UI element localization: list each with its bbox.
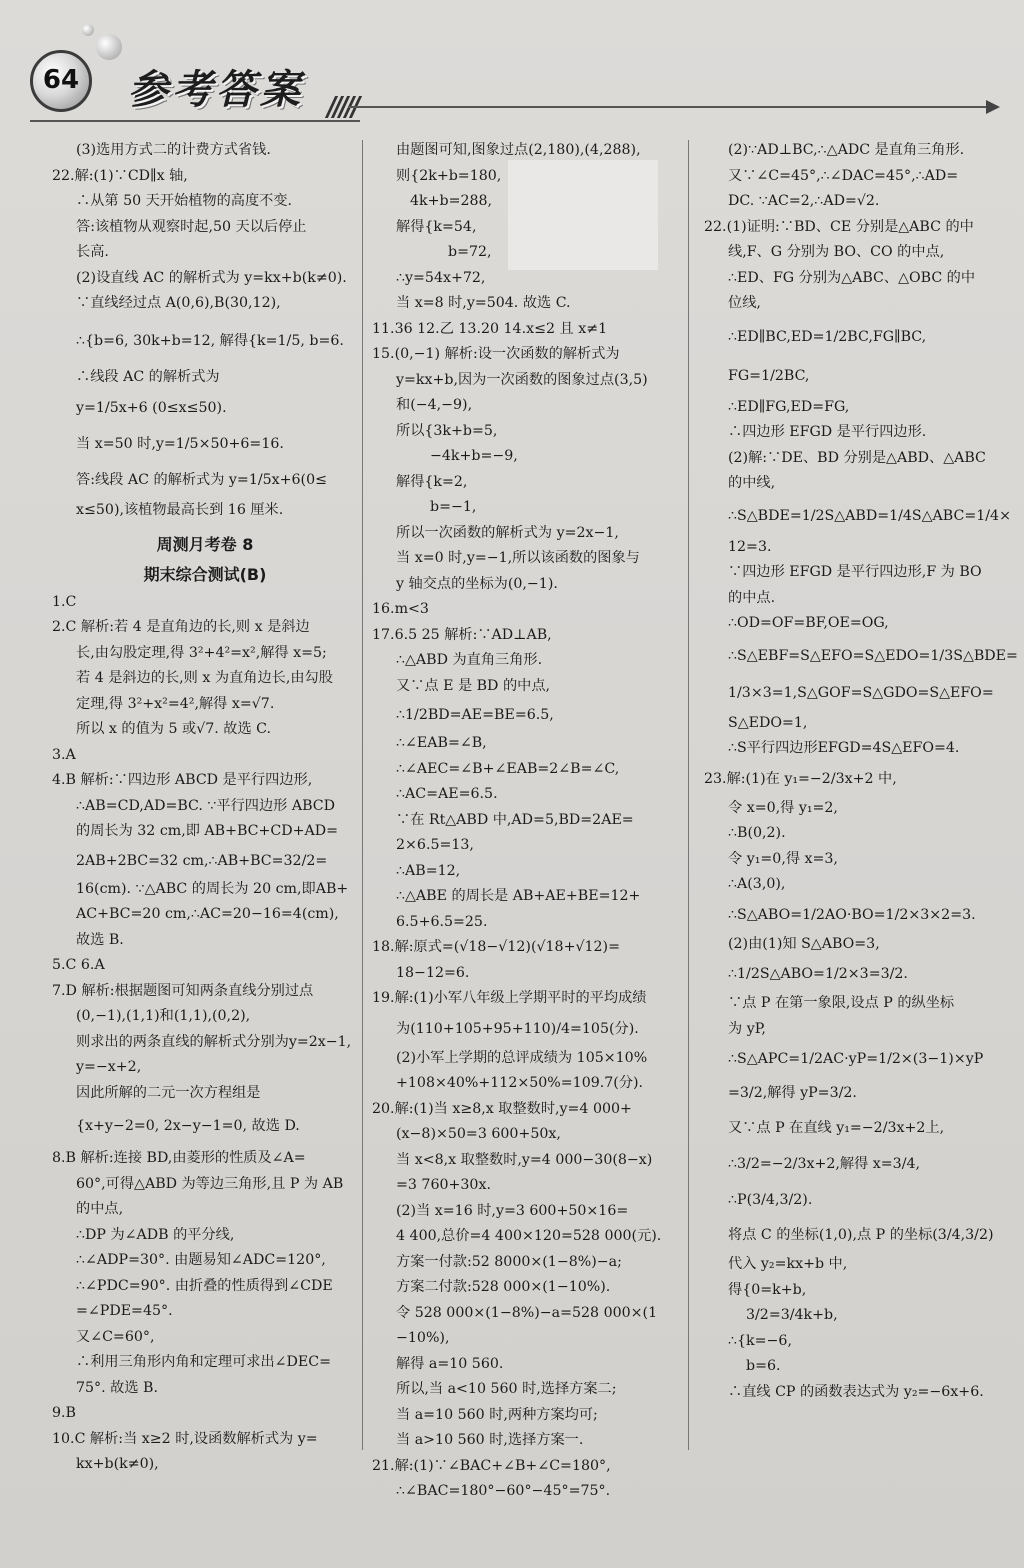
text-line: 当 x<8,x 取整数时,y=4 000−30(8−x) <box>396 1151 653 1168</box>
text-line: 4.B 解析:∵四边形 ABCD 是平行四边形, <box>52 772 313 788</box>
text-line: 12=3. <box>728 538 772 555</box>
text-line: 若 4 是斜边的长,则 x 为直角边长,由勾股 <box>76 670 333 686</box>
text-line: ∴线段 AC 的解析式为 <box>76 368 220 385</box>
text-line: ∴DP 为∠ADB 的平分线, <box>76 1226 235 1243</box>
text-line: ∴∠EAB=∠B, <box>396 735 487 751</box>
page-title: 参考答案 <box>128 67 304 113</box>
text-line: ∴A(3,0), <box>728 876 786 892</box>
text-line: 75°. 故选 B. <box>76 1379 158 1396</box>
text-line: 3/2=3/4k+b, <box>746 1307 838 1323</box>
text-line: ∴y=54x+72, <box>396 269 486 286</box>
text-line: ∴S△ABO=1/2AO·BO=1/2×3×2=3. <box>728 906 976 923</box>
text-line: 当 a>10 560 时,选择方案一. <box>396 1432 584 1448</box>
text-line: 当 x=0 时,y=−1,所以该函数的图象与 <box>396 550 640 566</box>
text-line: ∴1/2S△ABO=1/2×3=3/2. <box>728 966 908 982</box>
text-line: 9.B <box>52 1405 76 1421</box>
text-line: {x+y−2=0, 2x−y−1=0, 故选 D. <box>76 1118 300 1134</box>
text-line: 21.解:(1)∵∠BAC+∠B+∠C=180°, <box>372 1457 611 1474</box>
text-line: 又∠C=60°, <box>76 1328 155 1345</box>
text-line: y=1/5x+6 (0≤x≤50). <box>76 400 227 416</box>
text-line: 所以{3k+b=5, <box>396 422 498 439</box>
text-line: b=6. <box>746 1358 781 1374</box>
text-line: ∴{k=−6, <box>728 1332 792 1349</box>
text-line: 令 x=0,得 y₁=2, <box>728 799 838 816</box>
text-line: ∴AB=CD,AD=BC. ∵平行四边形 ABCD <box>76 797 336 814</box>
text-line: ∴S△EBF=S△EFO=S△EDO=1/3S△BDE= <box>728 647 1018 664</box>
text-line: 代入 y₂=kx+b 中, <box>728 1256 848 1272</box>
text-line: 1.C <box>52 593 77 610</box>
text-line: 则求出的两条直线的解析式分别为y=2x−1, <box>76 1033 352 1050</box>
text-line: ∵直线经过点 A(0,6),B(30,12), <box>76 295 281 311</box>
text-line: ∴从第 50 天开始植物的高度不变. <box>76 193 293 209</box>
text-line: ∵点 P 在第一象限,设点 P 的纵坐标 <box>728 995 955 1011</box>
text-line: ∵四边形 EFGD 是平行四边形,F 为 BO <box>728 564 982 580</box>
text-line: AC+BC=20 cm,∴AC=20−16=4(cm), <box>76 906 339 922</box>
page-header <box>0 0 1024 140</box>
text-line: kx+b(k≠0), <box>76 1456 159 1472</box>
header-rule <box>348 106 988 108</box>
arrow-icon <box>986 100 1000 114</box>
text-line: 8.B 解析:连接 BD,由菱形的性质及∠A= <box>52 1150 306 1166</box>
text-line: ∴∠BAC=180°−60°−45°=75°. <box>396 1483 611 1499</box>
text-line: −10%), <box>396 1330 450 1346</box>
text-line: 方案一付款:52 8000×(1−8%)−a; <box>396 1253 622 1270</box>
text-line: 2×6.5=13, <box>396 837 474 853</box>
text-line: 4k+b=288, <box>410 193 493 209</box>
text-line: 6.5+6.5=25. <box>396 913 488 930</box>
text-line: (x−8)×50=3 600+50x, <box>396 1126 561 1142</box>
text-line: 当 x=50 时,y=1/5×50+6=16. <box>76 436 284 452</box>
text-line: ∴OD=OF=BF,OE=OG, <box>728 615 889 631</box>
text-line: 16.m<3 <box>372 601 429 617</box>
text-line: 20.解:(1)当 x≥8,x 取整数时,y=4 000+ <box>372 1100 632 1117</box>
text-line: 1/3×3=1,S△GOF=S△GDO=S△EFO= <box>728 684 994 701</box>
text-line: 线,F、G 分别为 BO、CO 的中点, <box>728 244 945 260</box>
text-line: 7.D 解析:根据题图可知两条直线分别过点 <box>52 982 314 999</box>
section-heading: 期末综合测试(B) <box>143 564 267 584</box>
text-line: 将点 C 的坐标(1,0),点 P 的坐标(3/4,3/2) <box>728 1227 994 1243</box>
column-divider <box>688 140 689 1450</box>
text-line: 由题图可知,图象过点(2,180),(4,288), <box>396 142 641 158</box>
text-line: ∴利用三角形内角和定理可求出∠DEC= <box>76 1354 331 1370</box>
text-line: ∴1/2BD=AE=BE=6.5, <box>396 707 554 723</box>
text-line: 因此所解的二元一次方程组是 <box>76 1084 261 1101</box>
decor-bubble <box>96 34 122 60</box>
text-line: 17.6.5 25 解析:∵AD⊥AB, <box>372 626 552 643</box>
text-line: ∴△ABD 为直角三角形. <box>396 652 543 668</box>
text-line: =3/2,解得 yP=3/2. <box>728 1085 857 1101</box>
text-line: 11.36 12.乙 13.20 14.x≤2 且 x≠1 <box>372 320 608 337</box>
text-line: (2)设直线 AC 的解析式为 y=kx+b(k≠0). <box>76 269 347 286</box>
text-line: 15.(0,−1) 解析:设一次函数的解析式为 <box>372 346 620 362</box>
text-line: 4 400,总价=4 400×120=528 000(元). <box>396 1228 662 1244</box>
text-line: 则{2k+b=180, <box>396 167 502 184</box>
text-line: 解得{k=54, <box>396 218 477 235</box>
text-line: ∴△ABE 的周长是 AB+AE+BE=12+ <box>396 888 641 904</box>
text-line: ∴直线 CP 的函数表达式为 y₂=−6x+6. <box>728 1383 984 1400</box>
text-line: (2)当 x=16 时,y=3 600+50×16= <box>396 1202 629 1219</box>
decor-stripes <box>330 96 360 122</box>
text-line: ∵在 Rt△ABD 中,AD=5,BD=2AE= <box>396 811 634 828</box>
column-1 <box>52 138 358 1478</box>
text-line: 所以一次函数的解析式为 y=2x−1, <box>396 524 619 541</box>
text-line: (3)选用方式二的计费方式省钱. <box>76 142 271 158</box>
text-line: ∴P(3/4,3/2). <box>728 1192 813 1208</box>
text-line: 为 yP, <box>728 1020 766 1037</box>
text-line: 10.C 解析:当 x≥2 时,设函数解析式为 y= <box>52 1430 318 1447</box>
text-line: (0,−1),(1,1)和(1,1),(0,2), <box>76 1008 251 1024</box>
text-line: 60°,可得△ABD 为等边三角形,且 P 为 AB <box>76 1175 344 1192</box>
text-line: 答:线段 AC 的解析式为 y=1/5x+6(0≤ <box>76 472 328 488</box>
text-line: y=−x+2, <box>76 1059 142 1075</box>
text-line: 故选 B. <box>76 931 124 948</box>
text-line: 22.(1)证明:∵BD、CE 分别是△ABC 的中 <box>704 218 974 235</box>
text-line: ∴AB=12, <box>396 862 461 879</box>
text-line: 令 y₁=0,得 x=3, <box>728 850 838 867</box>
text-line: 长高. <box>76 244 109 260</box>
text-line: FG=1/2BC, <box>728 367 810 384</box>
text-line: ∴ED、FG 分别为△ABC、△OBC 的中 <box>728 269 976 286</box>
column-3 <box>704 138 1018 1405</box>
decor-bubble <box>82 24 94 36</box>
text-line: ∴S平行四边形EFGD=4S△EFO=4. <box>728 740 960 756</box>
text-line: b=−1, <box>430 499 477 515</box>
text-line: ∴AC=AE=6.5. <box>396 786 498 802</box>
header-rule <box>30 120 360 122</box>
text-line: 2.C 解析:若 4 是直角边的长,则 x 是斜边 <box>52 619 310 635</box>
text-line: 又∵点 E 是 BD 的中点, <box>396 677 551 694</box>
text-line: −4k+b=−9, <box>430 448 518 464</box>
text-line: 令 528 000×(1−8%)−a=528 000×(1 <box>396 1304 658 1321</box>
text-line: 长,由勾股定理,得 3²+4²=x²,解得 x=5; <box>76 644 327 661</box>
text-line: ∴四边形 EFGD 是平行四边形. <box>728 424 927 440</box>
text-line: 答:该植物从观察时起,50 天以后停止 <box>76 218 307 235</box>
text-line: 22.解:(1)∵CD∥x 轴, <box>52 167 188 184</box>
text-line: 的中线, <box>728 475 776 491</box>
text-line: 23.解:(1)在 y₁=−2/3x+2 中, <box>704 770 897 787</box>
text-line: y=kx+b,因为一次函数的图象过点(3,5) <box>396 371 648 388</box>
text-line: 当 x=8 时,y=504. 故选 C. <box>396 295 571 311</box>
text-line: 5.C 6.A <box>52 957 105 973</box>
text-line: ∴{b=6, 30k+b=12, 解得{k=1/5, b=6. <box>76 332 344 349</box>
text-line: b=72, <box>448 244 492 260</box>
text-line: +108×40%+112×50%=109.7(分). <box>396 1075 644 1091</box>
text-line: 16(cm). ∵△ABC 的周长为 20 cm,即AB+ <box>76 880 349 897</box>
page-number-badge <box>30 50 92 112</box>
text-line: ∴∠AEC=∠B+∠EAB=2∠B=∠C, <box>396 760 620 777</box>
text-line: 所以,当 a<10 560 时,选择方案二; <box>396 1381 617 1397</box>
text-line: 和(−4,−9), <box>396 397 473 413</box>
text-line: 又∵点 P 在直线 y₁=−2/3x+2上, <box>728 1120 945 1136</box>
text-line: ∴∠ADP=30°. 由题易知∠ADC=120°, <box>76 1252 326 1268</box>
text-line: DC. ∵AC=2,∴AD=√2. <box>728 193 880 209</box>
text-line: ∴ED∥FG,ED=FG, <box>728 398 850 415</box>
text-line: ∴B(0,2). <box>728 825 786 841</box>
text-line: 的周长为 32 cm,即 AB+BC+CD+AD= <box>76 823 339 839</box>
text-line: 定理,得 3²+x²=4²,解得 x=√7. <box>76 695 275 712</box>
text-line: 解得 a=10 560. <box>396 1355 504 1372</box>
text-line: 方案二付款:528 000×(1−10%). <box>396 1279 611 1295</box>
text-line: ∴3/2=−2/3x+2,解得 x=3/4, <box>728 1156 921 1172</box>
text-line: 19.解:(1)小军八年级上学期平时的平均成绩 <box>372 990 647 1006</box>
text-line: S△EDO=1, <box>728 714 808 731</box>
text-line: 18−12=6. <box>396 964 470 981</box>
page-number: 64 <box>42 65 80 95</box>
text-line: (2)解:∵DE、BD 分别是△ABD、△ABC <box>728 449 986 466</box>
text-line: (2)∵AD⊥BC,∴△ADC 是直角三角形. <box>728 142 965 158</box>
text-line: 所以 x 的值为 5 或√7. 故选 C. <box>76 721 272 737</box>
text-line: (2)小军上学期的总评成绩为 105×10% <box>396 1049 648 1066</box>
text-line: 的中点. <box>728 589 776 606</box>
column-2 <box>372 138 682 1505</box>
text-line: y 轴交点的坐标为(0,−1). <box>396 575 558 592</box>
text-line: ∴ED∥BC,ED=1/2BC,FG∥BC, <box>728 328 927 345</box>
text-line: 3.A <box>52 746 76 763</box>
text-line: x≤50),该植物最高长到 16 厘米. <box>76 502 284 518</box>
text-line: 18.解:原式=(√18−√12)(√18+√12)= <box>372 939 620 955</box>
text-line: =∠PDE=45°. <box>76 1303 173 1319</box>
text-line: 的中点, <box>76 1201 124 1217</box>
text-line: ∴S△APC=1/2AC·yP=1/2×(3−1)×yP <box>728 1051 984 1067</box>
text-line: 得{0=k+b, <box>728 1281 807 1298</box>
text-line: 位线, <box>728 295 761 311</box>
text-line: =3 760+30x. <box>396 1177 491 1193</box>
text-line: 解得{k=2, <box>396 473 468 490</box>
text-line: (2)由(1)知 S△ABO=3, <box>728 935 880 952</box>
text-line: 为(110+105+95+110)/4=105(分). <box>396 1020 639 1037</box>
text-line: 当 a=10 560 时,两种方案均可; <box>396 1406 598 1423</box>
column-divider <box>362 140 363 1450</box>
text-line: ∴∠PDC=90°. 由折叠的性质得到∠CDE <box>76 1277 333 1294</box>
text-line: 又∵∠C=45°,∴∠DAC=45°,∴AD= <box>728 167 959 184</box>
section-heading: 周测月考卷 8 <box>156 534 254 554</box>
text-line: 2AB+2BC=32 cm,∴AB+BC=32/2= <box>76 852 328 869</box>
text-line: ∴S△BDE=1/2S△ABD=1/4S△ABC=1/4× <box>728 507 1011 524</box>
